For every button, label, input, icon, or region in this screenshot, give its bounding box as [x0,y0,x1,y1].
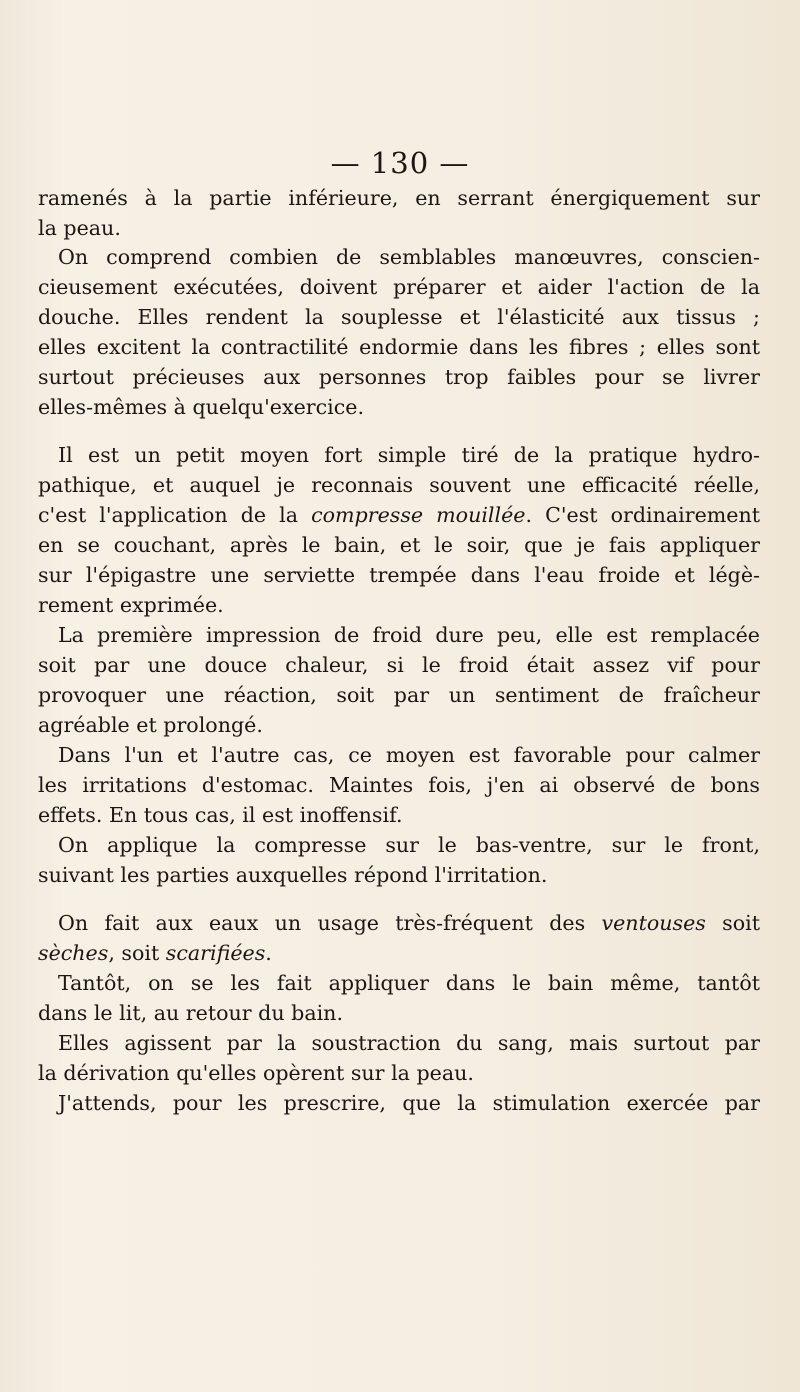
text-line [38,213,800,243]
text-run: la peau. [38,216,121,240]
line-content [38,392,364,422]
text-run: , soit [108,941,166,965]
text-line [58,620,800,650]
text-run: On comprend combien de semblables manœuvres, conscien- [58,245,760,269]
text-run: elles-mêmes à quelqu'exercice. [38,395,364,419]
italic-text: compresse mouillée [311,503,526,527]
text-line [58,740,800,770]
line-content [58,740,760,770]
text-line [58,908,800,938]
text-run: surtout précieuses aux personnes trop faibles pour se livrer [38,365,760,389]
line-content [38,183,760,213]
line-content [38,998,343,1028]
text-line [58,440,800,470]
text-run: On applique la compresse sur le bas-ventre, sur le front, [58,833,760,857]
line-content [38,710,263,740]
text-run: suivant les parties auxquelles répond l'irritation. [38,863,548,887]
text-line [38,470,800,500]
text-line [38,770,800,800]
text-run: effets. En tous cas, il est inoffensif. [38,803,403,827]
text-line [38,560,800,590]
italic-text: sèches [38,941,109,965]
line-content [38,860,547,890]
italic-text: scarifiées [165,941,266,965]
line-content [38,530,760,560]
text-run: provoquer une réaction, soit par un sentiment de fraîcheur [38,683,760,707]
text-run: douche. Elles rendent la souplesse et l'élasticité aux tissus ; [38,305,760,329]
text-line [58,1028,800,1058]
text-line [58,968,800,998]
line-content [58,440,760,470]
text-line [38,362,800,392]
line-content [38,938,272,968]
text-line [38,500,800,530]
text-line [38,590,800,620]
line-content [58,830,760,860]
text-run: . [265,941,272,965]
text-run: pathique, et auquel je reconnais souvent une efficacité réelle, [38,473,760,497]
text-run: agréable et prolongé. [38,713,263,737]
text-line [38,302,800,332]
text-line [38,800,800,830]
line-content [38,590,224,620]
line-content [38,272,760,302]
text-run: cieusement exécutées, doivent préparer et aider l'action de la [38,275,760,299]
text-line [38,680,800,710]
line-content [38,770,760,800]
line-content [58,1088,760,1118]
text-line [38,183,800,213]
line-content [38,500,760,530]
text-run: On fait aux eaux un usage très-fréquent des [58,911,602,935]
text-run: elles excitent la contractilité endormie dans les fibres ; elles sont [38,335,760,359]
line-content [58,908,760,938]
line-content [38,362,760,392]
line-content [38,560,760,590]
line-content [38,302,760,332]
line-content [38,213,121,243]
text-run: dans le lit, au retour du bain. [38,1001,343,1025]
line-content [38,800,403,830]
text-line [38,530,800,560]
line-content [38,1058,474,1088]
text-run: la dérivation qu'elles opèrent sur la peau. [38,1061,474,1085]
text-run: c'est l'application de la [38,503,312,527]
page-number: — 130 — [330,146,470,180]
line-content [58,968,760,998]
text-line [38,998,800,1028]
text-run: . C'est ordinairement [525,503,761,527]
text-run: ramenés à la partie inférieure, en serrant énergiquement sur [38,186,760,210]
text-run: J'attends, pour les prescrire, que la stimulation exercée par [58,1091,760,1115]
text-line [38,650,800,680]
text-run: La première impression de froid dure peu, elle est remplacée [58,623,760,647]
text-run: sur l'épigastre une serviette trempée dans l'eau froide et légè- [38,563,760,587]
text-run: Tantôt, on se les fait appliquer dans le bain même, tantôt [58,971,760,995]
text-line [38,938,800,968]
text-line [38,1058,800,1088]
line-content [38,470,760,500]
italic-text: ventouses [601,911,706,935]
text-run: Elles agissent par la soustraction du sang, mais surtout par [58,1031,760,1055]
text-line [58,242,800,272]
line-content [38,650,760,680]
text-line [38,860,800,890]
text-run: Dans l'un et l'autre cas, ce moyen est favorable pour calmer [58,743,760,767]
text-run: soit par une douce chaleur, si le froid était assez vif pour [38,653,760,677]
line-content [38,680,760,710]
line-content [38,332,760,362]
line-content [58,242,760,272]
text-line [58,830,800,860]
text-run: les irritations d'estomac. Maintes fois, j'en ai observé de bons [38,773,760,797]
text-line [38,392,800,422]
text-run: soit [705,911,760,935]
text-run: en se couchant, après le bain, et le soir, que je fais appliquer [38,533,760,557]
line-content [58,620,760,650]
text-line [38,272,800,302]
text-line [38,332,800,362]
line-content [58,1028,760,1058]
text-run: Il est un petit moyen fort simple tiré de la pratique hydro- [58,443,760,467]
text-line [58,1088,800,1118]
text-run: rement exprimée. [38,593,224,617]
text-line [38,710,800,740]
